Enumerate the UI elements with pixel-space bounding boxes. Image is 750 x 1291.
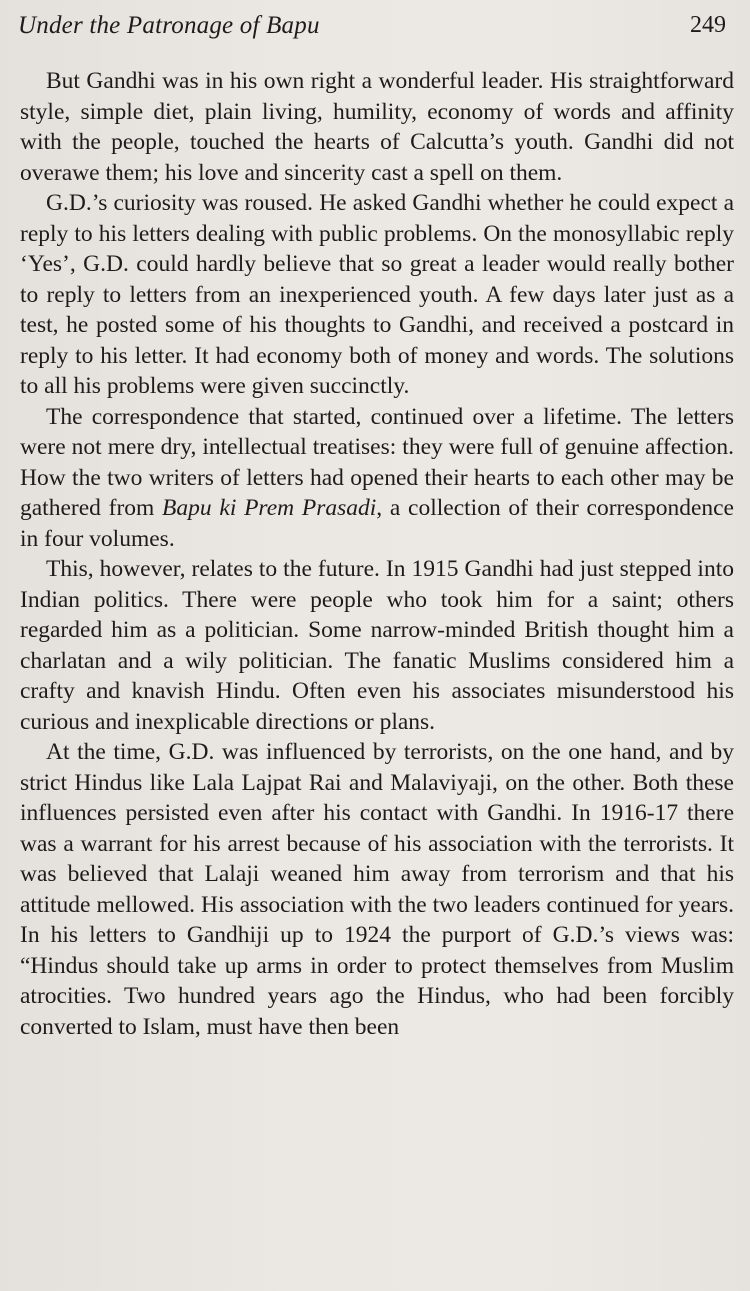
paragraph-2: G.D.’s curiosity was roused. He asked Gandhi whether he could expect a reply to his letters dealing with public problems. On the monosyllabic reply ‘Yes’, G.D. could hardly believe that so great a leader would really bother to reply to letters from an inexperienced youth. A few days later just as a test, he posted some of his thoughts to Gandhi, and received a postcard in reply to his letter. It had economy both of money and words. The solutions to all his problems were given succinctly. <box>20 190 734 399</box>
page-number: 249 <box>690 12 726 38</box>
paragraph-3 <box>20 402 734 555</box>
paragraph-3-text-before: The correspondence that started, continued over a lifetime. The letters were not mere dry, intellectual treatises: they were full of genuine affection. How the two writers of letters had opened their hearts to each other may be gathered from <box>20 403 734 521</box>
page-header <box>18 12 726 46</box>
paragraph-3-text-after: , a collection of their correspondence in four volumes. <box>20 495 734 552</box>
book-title: Bapu ki Prem Prasadi <box>162 495 377 521</box>
paragraph-5: At the time, G.D. was influenced by terrorists, on the one hand, and by strict Hindus like Lala Lajpat Rai and Malaviyaji, on the other. Both these influences persisted even after his contact with Gandhi. In 1916-17 there was a warrant for his arrest because of his association with the terrorists. It was believed that Lalaji weaned him away from terrorism and that his attitude mellowed. His association with the two leaders continued for years. In his letters to Gandhiji up to 1924 the purport of G.D.’s views was: “Hindus should take up arms in order to protect themselves from Muslim atrocities. Two hundred years ago the Hindus, who had been forcibly converted to Islam, must have then been <box>20 739 734 1040</box>
paragraph-1: But Gandhi was in his own right a wonderful leader. His straightforward style, simple diet, plain living, humility, economy of words and affinity with the people, touched the hearts of Calcutta’s youth. Gandhi did not overawe them; his love and sincerity cast a spell on them. <box>20 68 734 186</box>
body-text <box>20 66 734 1042</box>
paragraph-4: This, however, relates to the future. In 1915 Gandhi had just stepped into Indian politics. There were people who took him for a saint; others regarded him as a politician. Some narrow-minded British thought him a charlatan and a wily politician. The fanatic Muslims considered him a crafty and knavish Hindu. Often even his associates misunderstood his curious and inexplicable directions or plans. <box>20 556 734 735</box>
running-head: Under the Patronage of Bapu <box>18 12 320 39</box>
